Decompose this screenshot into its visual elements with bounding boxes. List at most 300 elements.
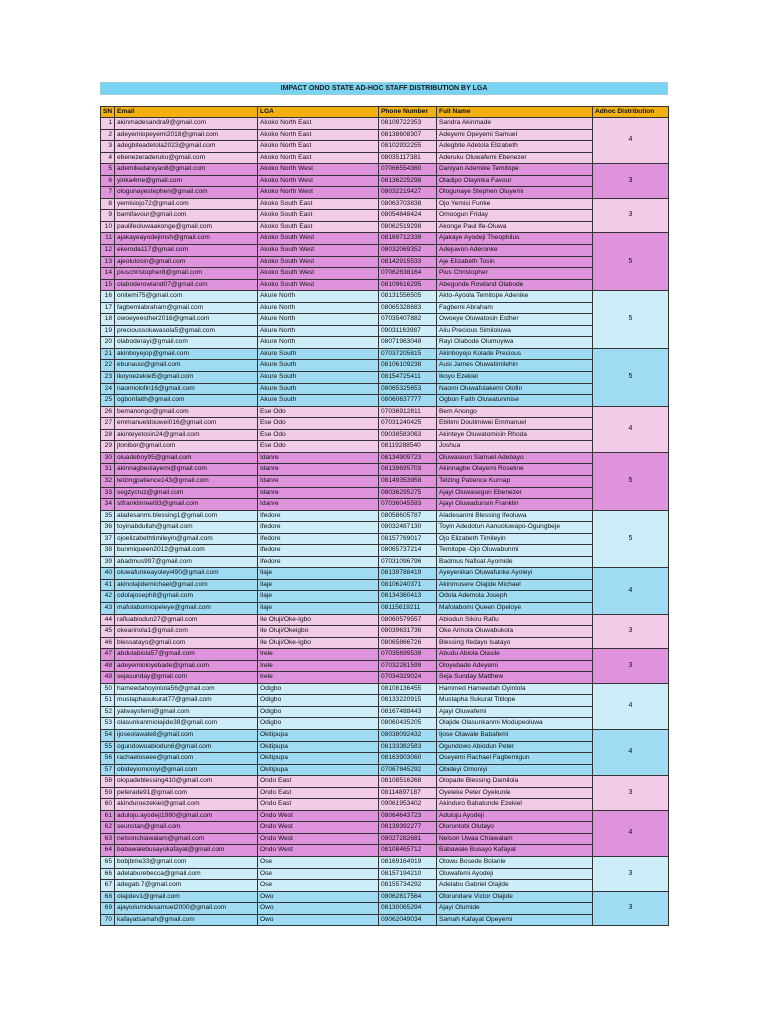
cell-lga[interactable]: Akure North	[258, 291, 379, 303]
cell-lga[interactable]: Ondo West	[258, 833, 379, 845]
cell-lga[interactable]: Owo	[258, 891, 379, 903]
cell-lga[interactable]: Ifedore	[258, 533, 379, 545]
cell-lga[interactable]: Odigbo	[258, 706, 379, 718]
cell-full-name[interactable]: Rayi Olabode Olumuyiwa	[437, 337, 593, 349]
cell-phone[interactable]: 08108136455	[379, 683, 437, 695]
cell-adhoc-distribution[interactable]: 4	[593, 729, 669, 775]
cell-full-name[interactable]: Ajakaye Ayodeji Theophilus	[437, 233, 593, 245]
cell-lga[interactable]: Ifedore	[258, 510, 379, 522]
cell-email[interactable]: yalwaysfemi@gmail.com	[115, 706, 258, 718]
cell-phone[interactable]: 08142915533	[379, 256, 437, 268]
cell-email[interactable]: onitemi75@gmail.com	[115, 291, 258, 303]
cell-sn[interactable]: 15	[101, 279, 115, 291]
cell-full-name[interactable]: Abiodun Sikiru Rafiu	[437, 614, 593, 626]
cell-lga[interactable]: Ile Oluji/Oke-Igbo	[258, 614, 379, 626]
cell-email[interactable]: adegab.7@gmail.com	[115, 880, 258, 892]
cell-sn[interactable]: 58	[101, 776, 115, 788]
cell-sn[interactable]: 48	[101, 660, 115, 672]
cell-full-name[interactable]: Aliu Precious Similoluwa	[437, 325, 593, 337]
cell-email[interactable]: akinteyetosin24@gmail.com	[115, 429, 258, 441]
cell-sn[interactable]: 47	[101, 649, 115, 661]
cell-email[interactable]: olasunkanmiolajide38@gmail.com	[115, 718, 258, 730]
cell-full-name[interactable]: Babawale Busayo Kafayat	[437, 845, 593, 857]
cell-phone[interactable]: 08058605787	[379, 510, 437, 522]
cell-full-name[interactable]: Oseyemi Rachael Fagbemigun	[437, 753, 593, 765]
cell-email[interactable]: akinduroezekiel@gmail.com	[115, 799, 258, 811]
cell-full-name[interactable]: Odola Ademola Joseph	[437, 591, 593, 603]
cell-phone[interactable]: 07035407882	[379, 314, 437, 326]
cell-full-name[interactable]: Ajayi Oluwasegun Ebenezer	[437, 487, 593, 499]
cell-full-name[interactable]: Blessing Ifedayo Isatayo	[437, 637, 593, 649]
cell-email[interactable]: rafiuabiodun27@gmail.com	[115, 614, 258, 626]
cell-lga[interactable]: Ifedore	[258, 545, 379, 557]
cell-full-name[interactable]: Akinduro Babatunde Ezekiel	[437, 799, 593, 811]
cell-phone[interactable]: 08139392277	[379, 822, 437, 834]
cell-sn[interactable]: 64	[101, 845, 115, 857]
cell-lga[interactable]: Odigbo	[258, 695, 379, 707]
cell-email[interactable]: mustaphasukurat77@gmail.com	[115, 695, 258, 707]
cell-adhoc-distribution[interactable]: 5	[593, 452, 669, 510]
cell-full-name[interactable]: Olajide Olasunkanmi Modupeoluwa	[437, 718, 593, 730]
cell-adhoc-distribution[interactable]: 3	[593, 649, 669, 684]
cell-sn[interactable]: 43	[101, 602, 115, 614]
cell-phone[interactable]: 08108516268	[379, 776, 437, 788]
cell-sn[interactable]: 66	[101, 868, 115, 880]
cell-sn[interactable]: 39	[101, 556, 115, 568]
cell-full-name[interactable]: Ikoyo Ezekiel	[437, 372, 593, 384]
cell-lga[interactable]: Ose	[258, 868, 379, 880]
cell-phone[interactable]: 08106240371	[379, 579, 437, 591]
cell-full-name[interactable]: Oloyebade Adeyemi	[437, 660, 593, 672]
cell-phone[interactable]: 08065866726	[379, 637, 437, 649]
cell-sn[interactable]: 46	[101, 637, 115, 649]
cell-full-name[interactable]: Oluwaseun Samuel Adebayo	[437, 452, 593, 464]
cell-lga[interactable]: Ondo West	[258, 822, 379, 834]
cell-sn[interactable]: 5	[101, 164, 115, 176]
cell-phone[interactable]: 08134360413	[379, 591, 437, 603]
cell-full-name[interactable]: Obideyi Omoniyi	[437, 764, 593, 776]
cell-phone[interactable]: 08063703838	[379, 198, 437, 210]
cell-phone[interactable]: 08154725411	[379, 372, 437, 384]
cell-phone[interactable]: 08102932255	[379, 141, 437, 153]
cell-phone[interactable]: 07031240425	[379, 418, 437, 430]
cell-full-name[interactable]: Joshua	[437, 441, 593, 453]
cell-lga[interactable]: Akure North	[258, 314, 379, 326]
cell-sn[interactable]: 6	[101, 175, 115, 187]
cell-lga[interactable]: Akoko North West	[258, 187, 379, 199]
cell-full-name[interactable]: Mafolabomi Queen Opeloye	[437, 602, 593, 614]
cell-adhoc-distribution[interactable]: 3	[593, 857, 669, 892]
cell-sn[interactable]: 63	[101, 833, 115, 845]
cell-sn[interactable]: 60	[101, 799, 115, 811]
cell-email[interactable]: akinolajidemichael@gmail.com	[115, 579, 258, 591]
cell-phone[interactable]: 08139788419	[379, 568, 437, 580]
cell-phone[interactable]: 08114897187	[379, 787, 437, 799]
cell-email[interactable]: adegbiteadetola2023@gmail.com	[115, 141, 258, 153]
cell-phone[interactable]: 08130065294	[379, 903, 437, 915]
cell-adhoc-distribution[interactable]: 4	[593, 118, 669, 164]
cell-lga[interactable]: Idanre	[258, 487, 379, 499]
cell-email[interactable]: ikoyoezekiel5@gmail.com	[115, 372, 258, 384]
cell-email[interactable]: aduloju.ayodeji1980@gmail.com	[115, 810, 258, 822]
cell-sn[interactable]: 37	[101, 533, 115, 545]
cell-sn[interactable]: 3	[101, 141, 115, 153]
cell-sn[interactable]: 65	[101, 857, 115, 869]
cell-phone[interactable]: 07035699539	[379, 649, 437, 661]
cell-full-name[interactable]: Abudu Abiola Olasile	[437, 649, 593, 661]
cell-phone[interactable]: 08065737214	[379, 545, 437, 557]
cell-sn[interactable]: 8	[101, 198, 115, 210]
cell-email[interactable]: naomiolofin16@gmail.com	[115, 383, 258, 395]
cell-email[interactable]: owoeyeesther2016@gmail.com	[115, 314, 258, 326]
cell-full-name[interactable]: Ojo Elizabeth Timileyin	[437, 533, 593, 545]
cell-phone[interactable]: 08106109238	[379, 360, 437, 372]
cell-full-name[interactable]: Akonge Paul Ife-Oluwa	[437, 221, 593, 233]
cell-sn[interactable]: 4	[101, 152, 115, 164]
cell-sn[interactable]: 10	[101, 221, 115, 233]
cell-sn[interactable]: 16	[101, 291, 115, 303]
cell-email[interactable]: bunmiqueen2012@gmail.com	[115, 545, 258, 557]
cell-lga[interactable]: Ese Odo	[258, 441, 379, 453]
cell-email[interactable]: ogbonfaith@gmail.com	[115, 395, 258, 407]
cell-sn[interactable]: 12	[101, 245, 115, 257]
cell-lga[interactable]: Akoko South West	[258, 268, 379, 280]
cell-sn[interactable]: 1	[101, 118, 115, 130]
cell-lga[interactable]: Idanre	[258, 464, 379, 476]
cell-sn[interactable]: 59	[101, 787, 115, 799]
cell-sn[interactable]: 35	[101, 510, 115, 522]
cell-sn[interactable]: 36	[101, 522, 115, 534]
cell-sn[interactable]: 27	[101, 418, 115, 430]
cell-lga[interactable]: Idanre	[258, 475, 379, 487]
cell-lga[interactable]: Akoko North East	[258, 118, 379, 130]
cell-sn[interactable]: 2	[101, 129, 115, 141]
cell-sn[interactable]: 14	[101, 268, 115, 280]
cell-adhoc-distribution[interactable]: 3	[593, 891, 669, 926]
cell-email[interactable]: abdulabiola57@gmail.com	[115, 649, 258, 661]
cell-phone[interactable]: 08133220915	[379, 695, 437, 707]
cell-phone[interactable]: 07036912811	[379, 406, 437, 418]
cell-email[interactable]: adeyemioloyebade@gmail.com	[115, 660, 258, 672]
cell-full-name[interactable]: Mustapha Sukurat Titilope	[437, 695, 593, 707]
cell-sn[interactable]: 21	[101, 348, 115, 360]
cell-phone[interactable]: 08149353958	[379, 475, 437, 487]
cell-adhoc-distribution[interactable]: 3	[593, 198, 669, 233]
cell-email[interactable]: ojoelizabethtimileyin@gmail.com	[115, 533, 258, 545]
cell-email[interactable]: akinboyejop@gmail.com	[115, 348, 258, 360]
cell-lga[interactable]: Akure South	[258, 395, 379, 407]
cell-lga[interactable]: Ese Odo	[258, 429, 379, 441]
cell-email[interactable]: bamifavour@gmail.com	[115, 210, 258, 222]
cell-sn[interactable]: 18	[101, 314, 115, 326]
cell-phone[interactable]: 08060637777	[379, 395, 437, 407]
cell-email[interactable]: ademikedaniyan8@gmail.com	[115, 164, 258, 176]
cell-lga[interactable]: Ondo West	[258, 810, 379, 822]
cell-sn[interactable]: 9	[101, 210, 115, 222]
cell-lga[interactable]: Ile Oluji/Okeigbo	[258, 626, 379, 638]
cell-sn[interactable]: 70	[101, 914, 115, 926]
cell-email[interactable]: piuschristopher8@gmail.com	[115, 268, 258, 280]
cell-phone[interactable]: 08115619211	[379, 602, 437, 614]
cell-lga[interactable]: Akoko North West	[258, 164, 379, 176]
cell-email[interactable]: blessatayo@gmail.com	[115, 637, 258, 649]
cell-lga[interactable]: Ondo East	[258, 799, 379, 811]
cell-lga[interactable]: Irele	[258, 672, 379, 684]
cell-phone[interactable]: 08036295275	[379, 487, 437, 499]
cell-phone[interactable]: 08169164919	[379, 857, 437, 869]
cell-email[interactable]: sejasunday@gmail.com	[115, 672, 258, 684]
cell-email[interactable]: toyinabdullah@gmail.com	[115, 522, 258, 534]
cell-sn[interactable]: 33	[101, 487, 115, 499]
cell-full-name[interactable]: Akinteye Oluwatomisin Rhoda	[437, 429, 593, 441]
cell-phone[interactable]: 08062817564	[379, 891, 437, 903]
cell-full-name[interactable]: Adegbite Adetola Elizabeth	[437, 141, 593, 153]
cell-lga[interactable]: Akure South	[258, 348, 379, 360]
cell-full-name[interactable]: Aladesanmi Blessing Ifeoluwa	[437, 510, 593, 522]
cell-phone[interactable]: 08167488443	[379, 706, 437, 718]
cell-lga[interactable]: Akoko North East	[258, 141, 379, 153]
cell-sn[interactable]: 26	[101, 406, 115, 418]
cell-email[interactable]: kafayatsamah@gmail.com	[115, 914, 258, 926]
cell-lga[interactable]: Akoko South East	[258, 198, 379, 210]
cell-lga[interactable]: Ose	[258, 880, 379, 892]
cell-email[interactable]: telzingpatience143@gmail.com	[115, 475, 258, 487]
cell-phone[interactable]: 07062638164	[379, 268, 437, 280]
cell-phone[interactable]: 08027282681	[379, 833, 437, 845]
cell-lga[interactable]: Akure North	[258, 337, 379, 349]
cell-lga[interactable]: Akoko North East	[258, 129, 379, 141]
cell-adhoc-distribution[interactable]: 5	[593, 291, 669, 349]
cell-full-name[interactable]: Akinmusere Olajide Michael	[437, 579, 593, 591]
cell-email[interactable]: hameedahoyinlola56@gmail.com	[115, 683, 258, 695]
cell-phone[interactable]: 08032487130	[379, 522, 437, 534]
cell-full-name[interactable]: Ebitimi Doutimiwei Emmanuel	[437, 418, 593, 430]
cell-full-name[interactable]: Akinboyejo Kolade Precious	[437, 348, 593, 360]
cell-lga[interactable]: Ese Odo	[258, 418, 379, 430]
cell-sn[interactable]: 50	[101, 683, 115, 695]
cell-full-name[interactable]: Adejuwon Aderonke	[437, 245, 593, 257]
cell-email[interactable]: obideyiomoniyi@gmail.com	[115, 764, 258, 776]
cell-email[interactable]: ijoseolawale8@gmail.com	[115, 729, 258, 741]
cell-lga[interactable]: Akoko South East	[258, 221, 379, 233]
cell-lga[interactable]: Ondo West	[258, 845, 379, 857]
cell-lga[interactable]: Irele	[258, 649, 379, 661]
cell-lga[interactable]: Akoko North East	[258, 152, 379, 164]
cell-full-name[interactable]: Ajayi Oluwafemi	[437, 706, 593, 718]
cell-email[interactable]: olopadeblessing410@gmail.com	[115, 776, 258, 788]
cell-sn[interactable]: 40	[101, 568, 115, 580]
cell-sn[interactable]: 32	[101, 475, 115, 487]
cell-adhoc-distribution[interactable]: 3	[593, 164, 669, 199]
cell-phone[interactable]: 08163903060	[379, 753, 437, 765]
cell-phone[interactable]: 08119288540	[379, 441, 437, 453]
cell-sn[interactable]: 23	[101, 372, 115, 384]
cell-phone[interactable]: 09038583063	[379, 429, 437, 441]
cell-phone[interactable]: 09031163987	[379, 325, 437, 337]
cell-phone[interactable]: 08155734292	[379, 880, 437, 892]
cell-sn[interactable]: 29	[101, 441, 115, 453]
cell-full-name[interactable]: Olowu Bosede Bolanle	[437, 857, 593, 869]
cell-phone[interactable]: 08157194210	[379, 868, 437, 880]
cell-phone[interactable]: 08035117381	[379, 152, 437, 164]
cell-lga[interactable]: Okitipupa	[258, 729, 379, 741]
cell-lga[interactable]: Ilaje	[258, 568, 379, 580]
cell-sn[interactable]: 31	[101, 464, 115, 476]
cell-email[interactable]: stfranklinreel93@gmail.com	[115, 499, 258, 511]
cell-full-name[interactable]: Owoeye Oluwatosin Esther	[437, 314, 593, 326]
cell-phone[interactable]: 08032219427	[379, 187, 437, 199]
cell-lga[interactable]: Akoko South West	[258, 245, 379, 257]
cell-full-name[interactable]: Adelabu Gabriel Olajide	[437, 880, 593, 892]
cell-email[interactable]: emmanueldouwei016@gmail.com	[115, 418, 258, 430]
cell-email[interactable]: olaboderayi@gmail.com	[115, 337, 258, 349]
cell-phone[interactable]: 07036045593	[379, 499, 437, 511]
cell-email[interactable]: seunstan@gmail.com	[115, 822, 258, 834]
cell-full-name[interactable]: Temitope -Ojo Oluwabunmi	[437, 545, 593, 557]
cell-email[interactable]: ogundowoabiodun6@gmail.com	[115, 741, 258, 753]
cell-phone[interactable]: 08071963048	[379, 337, 437, 349]
cell-adhoc-distribution[interactable]: 4	[593, 568, 669, 614]
cell-full-name[interactable]: Hammed Hameedah Oyinlola	[437, 683, 593, 695]
cell-sn[interactable]: 57	[101, 764, 115, 776]
cell-email[interactable]: akinnagbeolayemi@gmail.com	[115, 464, 258, 476]
cell-sn[interactable]: 53	[101, 718, 115, 730]
cell-full-name[interactable]: Ajayi Olumide	[437, 903, 593, 915]
cell-email[interactable]: okearinola1@gmail.com	[115, 626, 258, 638]
cell-phone[interactable]: 08108465712	[379, 845, 437, 857]
cell-full-name[interactable]: Akto-Ayoola Temitope Adenike	[437, 291, 593, 303]
cell-full-name[interactable]: Nelson Uwaa Chiawalam	[437, 833, 593, 845]
cell-phone[interactable]: 08133382583	[379, 741, 437, 753]
cell-phone[interactable]: 07032281599	[379, 660, 437, 672]
cell-sn[interactable]: 11	[101, 233, 115, 245]
cell-sn[interactable]: 24	[101, 383, 115, 395]
cell-lga[interactable]: Akoko South West	[258, 233, 379, 245]
cell-email[interactable]: adelaburebecca@gmail.com	[115, 868, 258, 880]
cell-adhoc-distribution[interactable]: 4	[593, 683, 669, 729]
cell-email[interactable]: ajakayeayodejimsh@gmail.com	[115, 233, 258, 245]
cell-adhoc-distribution[interactable]: 5	[593, 233, 669, 291]
cell-phone[interactable]: 07034329024	[379, 672, 437, 684]
cell-email[interactable]: oluadeboy95@gmail.com	[115, 452, 258, 464]
cell-sn[interactable]: 49	[101, 672, 115, 684]
cell-phone[interactable]: 08060435205	[379, 718, 437, 730]
cell-phone[interactable]: 08109616295	[379, 279, 437, 291]
cell-lga[interactable]: Akoko South West	[258, 256, 379, 268]
cell-email[interactable]: rachaeloseee@gmail.com	[115, 753, 258, 765]
cell-email[interactable]: olajidev1@gmail.com	[115, 891, 258, 903]
cell-adhoc-distribution[interactable]: 3	[593, 776, 669, 811]
cell-sn[interactable]: 41	[101, 579, 115, 591]
cell-lga[interactable]: Ifedore	[258, 522, 379, 534]
cell-lga[interactable]: Ilaje	[258, 591, 379, 603]
cell-sn[interactable]: 55	[101, 741, 115, 753]
cell-sn[interactable]: 30	[101, 452, 115, 464]
cell-sn[interactable]: 13	[101, 256, 115, 268]
cell-full-name[interactable]: Ijose Olawale Babafemi	[437, 729, 593, 741]
cell-sn[interactable]: 20	[101, 337, 115, 349]
cell-sn[interactable]: 7	[101, 187, 115, 199]
cell-email[interactable]: akinmadesandra9@gmail.com	[115, 118, 258, 130]
cell-email[interactable]: ebunausi@gmail.com	[115, 360, 258, 372]
cell-lga[interactable]: Okitipupa	[258, 764, 379, 776]
cell-sn[interactable]: 45	[101, 626, 115, 638]
cell-phone[interactable]: 08065325653	[379, 383, 437, 395]
cell-email[interactable]: ekeroda117@gmail.com	[115, 245, 258, 257]
cell-full-name[interactable]: Fagbemi Abraham	[437, 302, 593, 314]
cell-email[interactable]: oluwafunkeayoleyi490@gmail.com	[115, 568, 258, 580]
cell-lga[interactable]: Odigbo	[258, 683, 379, 695]
cell-email[interactable]: adeyemiopeyemi2018@gmail.com	[115, 129, 258, 141]
cell-sn[interactable]: 54	[101, 729, 115, 741]
cell-lga[interactable]: Ose	[258, 857, 379, 869]
cell-full-name[interactable]: Daniyan Ademike Temitope	[437, 164, 593, 176]
cell-phone[interactable]: 08139695703	[379, 464, 437, 476]
cell-email[interactable]: ajayiolumidesamuel2000@gmail.com	[115, 903, 258, 915]
cell-sn[interactable]: 38	[101, 545, 115, 557]
cell-sn[interactable]: 69	[101, 903, 115, 915]
cell-phone[interactable]: 08062519298	[379, 221, 437, 233]
cell-lga[interactable]: Akoko North West	[258, 175, 379, 187]
cell-full-name[interactable]: Aderuku Oluwafemi Ebenezer	[437, 152, 593, 164]
cell-lga[interactable]: Odigbo	[258, 718, 379, 730]
cell-full-name[interactable]: Aduloju Ayodeji	[437, 810, 593, 822]
cell-email[interactable]: babawalebusayokafayat@gmail.com	[115, 845, 258, 857]
cell-full-name[interactable]: Oke Arinola Oluwabukola	[437, 626, 593, 638]
cell-phone[interactable]: 07031096796	[379, 556, 437, 568]
cell-phone[interactable]: 07067845292	[379, 764, 437, 776]
cell-email[interactable]: nelsonchiawalam@gmail.com	[115, 833, 258, 845]
cell-phone[interactable]: 08060579557	[379, 614, 437, 626]
cell-lga[interactable]: Akure South	[258, 383, 379, 395]
cell-phone[interactable]: 08039631736	[379, 626, 437, 638]
cell-email[interactable]: ajeolutosin@gmail.com	[115, 256, 258, 268]
cell-full-name[interactable]: Oladipo Olayinka Favour	[437, 175, 593, 187]
cell-sn[interactable]: 62	[101, 822, 115, 834]
cell-full-name[interactable]: Akinnagbe Olayemi Roseline	[437, 464, 593, 476]
cell-phone[interactable]: 07066554360	[379, 164, 437, 176]
cell-lga[interactable]: Ondo East	[258, 787, 379, 799]
cell-full-name[interactable]: Ausi James Oluwatimilehin	[437, 360, 593, 372]
cell-full-name[interactable]: Abegunde Rowland Olabode	[437, 279, 593, 291]
cell-lga[interactable]: Owo	[258, 903, 379, 915]
cell-full-name[interactable]: Omoogun Friday	[437, 210, 593, 222]
cell-full-name[interactable]: Adeyemi Opeyemi Samuel	[437, 129, 593, 141]
cell-lga[interactable]: Ile Oluji/Oke-Igbo	[258, 637, 379, 649]
cell-phone[interactable]: 08134909723	[379, 452, 437, 464]
cell-email[interactable]: fagbemiabraham@gmail.com	[115, 302, 258, 314]
cell-sn[interactable]: 17	[101, 302, 115, 314]
cell-adhoc-distribution[interactable]: 4	[593, 406, 669, 452]
cell-lga[interactable]: Ese Odo	[258, 406, 379, 418]
cell-email[interactable]: mafolabomiopeleye@gmail.com	[115, 602, 258, 614]
cell-phone[interactable]: 08157769017	[379, 533, 437, 545]
cell-phone[interactable]: 08032069352	[379, 245, 437, 257]
cell-phone[interactable]: 07037205815	[379, 348, 437, 360]
cell-full-name[interactable]: Oyeleke Peter Oyekunle	[437, 787, 593, 799]
cell-phone[interactable]: 08038092432	[379, 729, 437, 741]
cell-lga[interactable]: Akoko South East	[258, 210, 379, 222]
cell-lga[interactable]: Ilaje	[258, 579, 379, 591]
cell-lga[interactable]: Akure South	[258, 372, 379, 384]
cell-adhoc-distribution[interactable]: 5	[593, 348, 669, 406]
cell-full-name[interactable]: Telzing Patience Kurnap	[437, 475, 593, 487]
cell-email[interactable]: ologunayestephen@gmail.com	[115, 187, 258, 199]
cell-adhoc-distribution[interactable]: 5	[593, 510, 669, 568]
cell-lga[interactable]: Akure North	[258, 325, 379, 337]
cell-phone[interactable]: 08138608307	[379, 129, 437, 141]
cell-lga[interactable]: Akoko South West	[258, 279, 379, 291]
